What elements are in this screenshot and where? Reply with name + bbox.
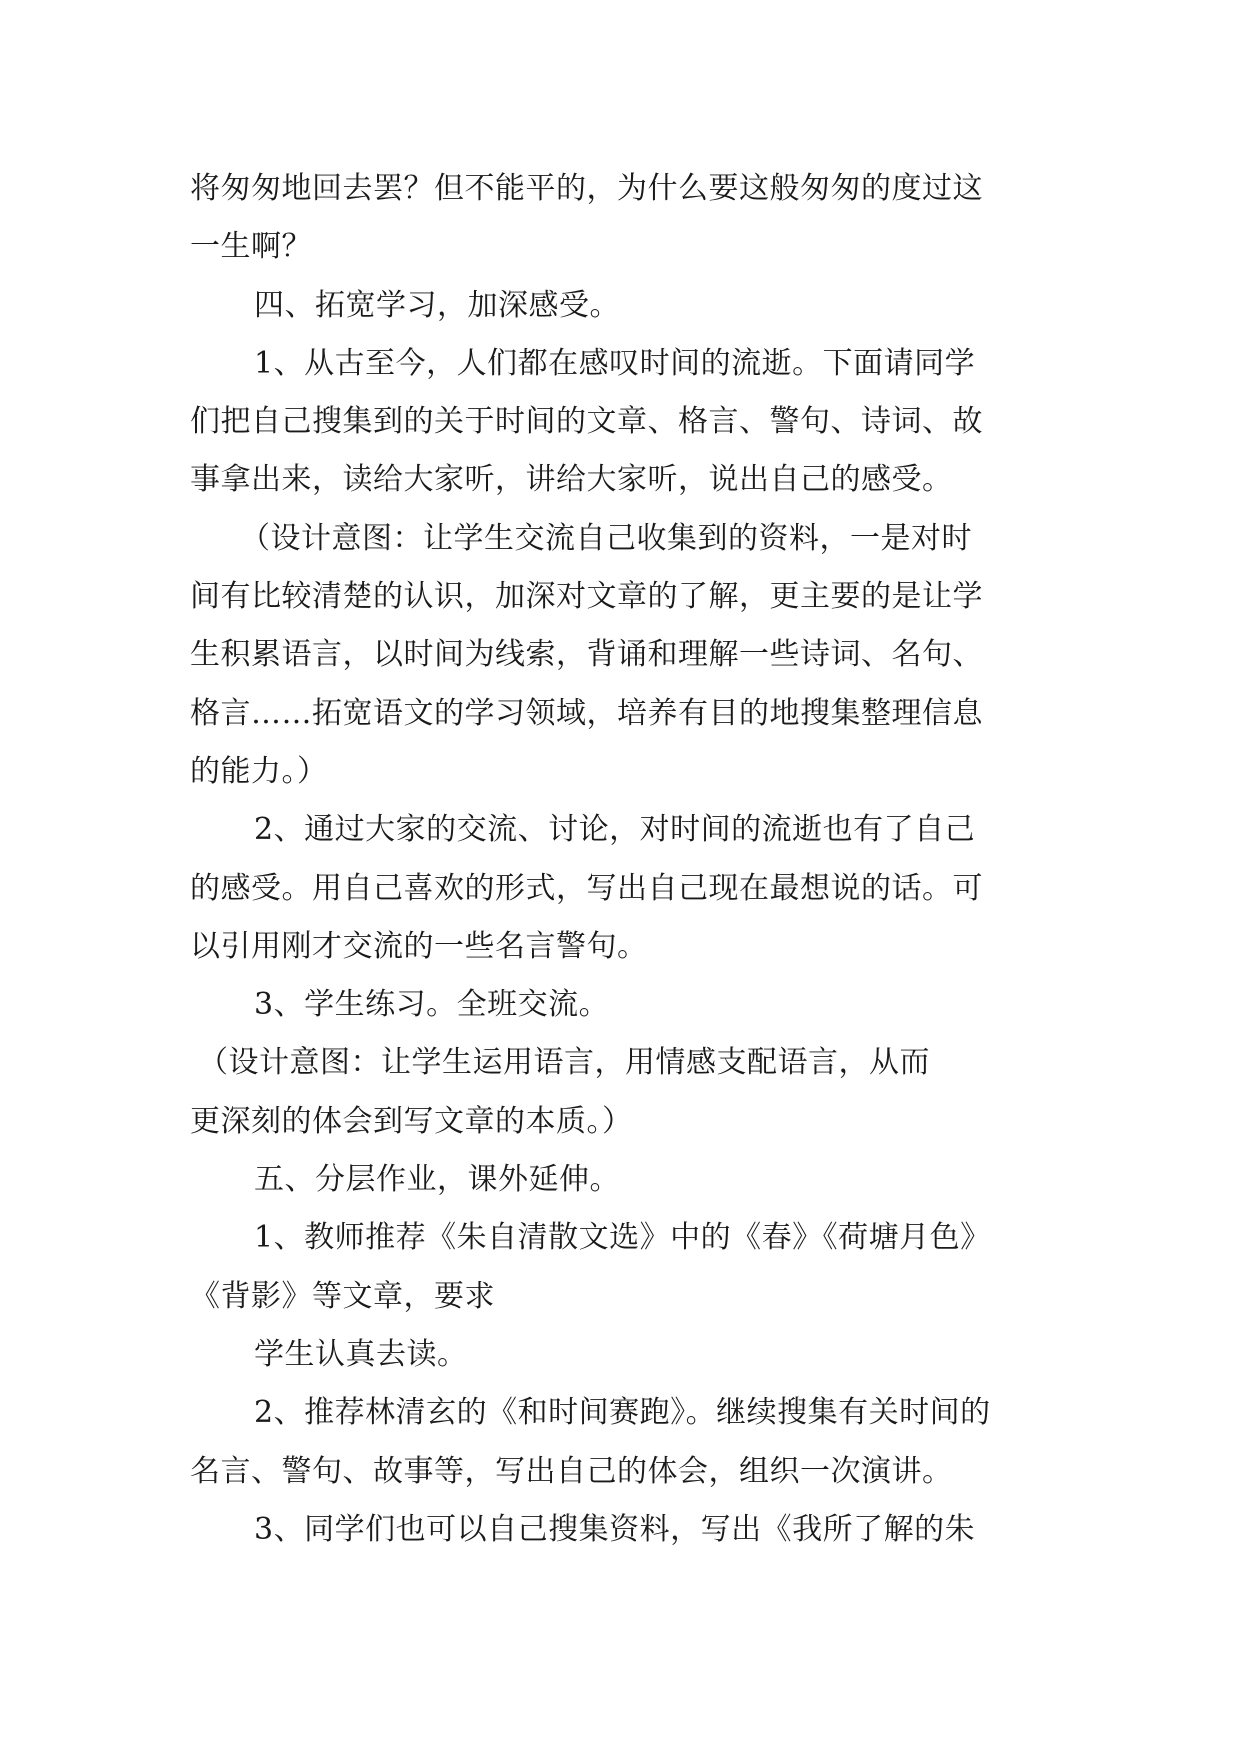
text-line: 2、通过大家的交流、讨论，对时间的流逝也有了自己 [254, 812, 976, 848]
text-line: 3、同学们也可以自己搜集资料，写出《我所了解的朱 [254, 1511, 976, 1547]
text-line: 将匆匆地回去罢？但不能平的，为什么要这般匆匆的度过这 [190, 171, 983, 206]
text-line: 以引用刚才交流的一些名言警句。 [190, 928, 648, 964]
text-line: 1、从古至今，人们都在感叹时间的流逝。下面请同学 [254, 345, 976, 381]
text-line: 生积累语言，以时间为线索，背诵和理解一些诗词、名句、 [190, 637, 983, 673]
text-line: （设计意图：让学生运用语言，用情感支配语言，从而 [198, 1045, 930, 1081]
text-line: 们把自己搜集到的关于时间的文章、格言、警句、诗词、故 [190, 404, 983, 440]
text-line: 1、教师推荐《朱自清散文选》中的《春》《荷塘月色》 [254, 1220, 991, 1256]
text-line: 事拿出来，读给大家听，讲给大家听，说出自己的感受。 [190, 462, 953, 498]
document-page [190, 160, 1070, 1559]
text-line: （设计意图：让学生交流自己收集到的资料，一是对时 [240, 520, 972, 556]
text-line: 的感受。用自己喜欢的形式，写出自己现在最想说的话。可 [190, 870, 983, 906]
section-heading: 五、分层作业，课外延伸。 [254, 1162, 620, 1198]
text-line: 《背影》等文章，要求 [190, 1278, 495, 1314]
section-heading: 四、拓宽学习，加深感受。 [254, 287, 620, 323]
text-line: 2、推荐林清玄的《和时间赛跑》。继续搜集有关时间的 [254, 1395, 991, 1431]
text-line: 学生认真去读。 [254, 1336, 468, 1372]
text-line: 格言……拓宽语文的学习领域，培养有目的地搜集整理信息 [190, 695, 983, 731]
text-line: 间有比较清楚的认识，加深对文章的了解，更主要的是让学 [190, 579, 983, 615]
text-line: 一生啊？ [190, 229, 312, 265]
text-line: 名言、警句、故事等，写出自己的体会，组织一次演讲。 [190, 1453, 953, 1489]
text-line: 3、学生练习。全班交流。 [254, 987, 610, 1023]
text-line: 的能力。） [190, 753, 328, 789]
text-line: 更深刻的体会到写文章的本质。） [190, 1103, 633, 1139]
